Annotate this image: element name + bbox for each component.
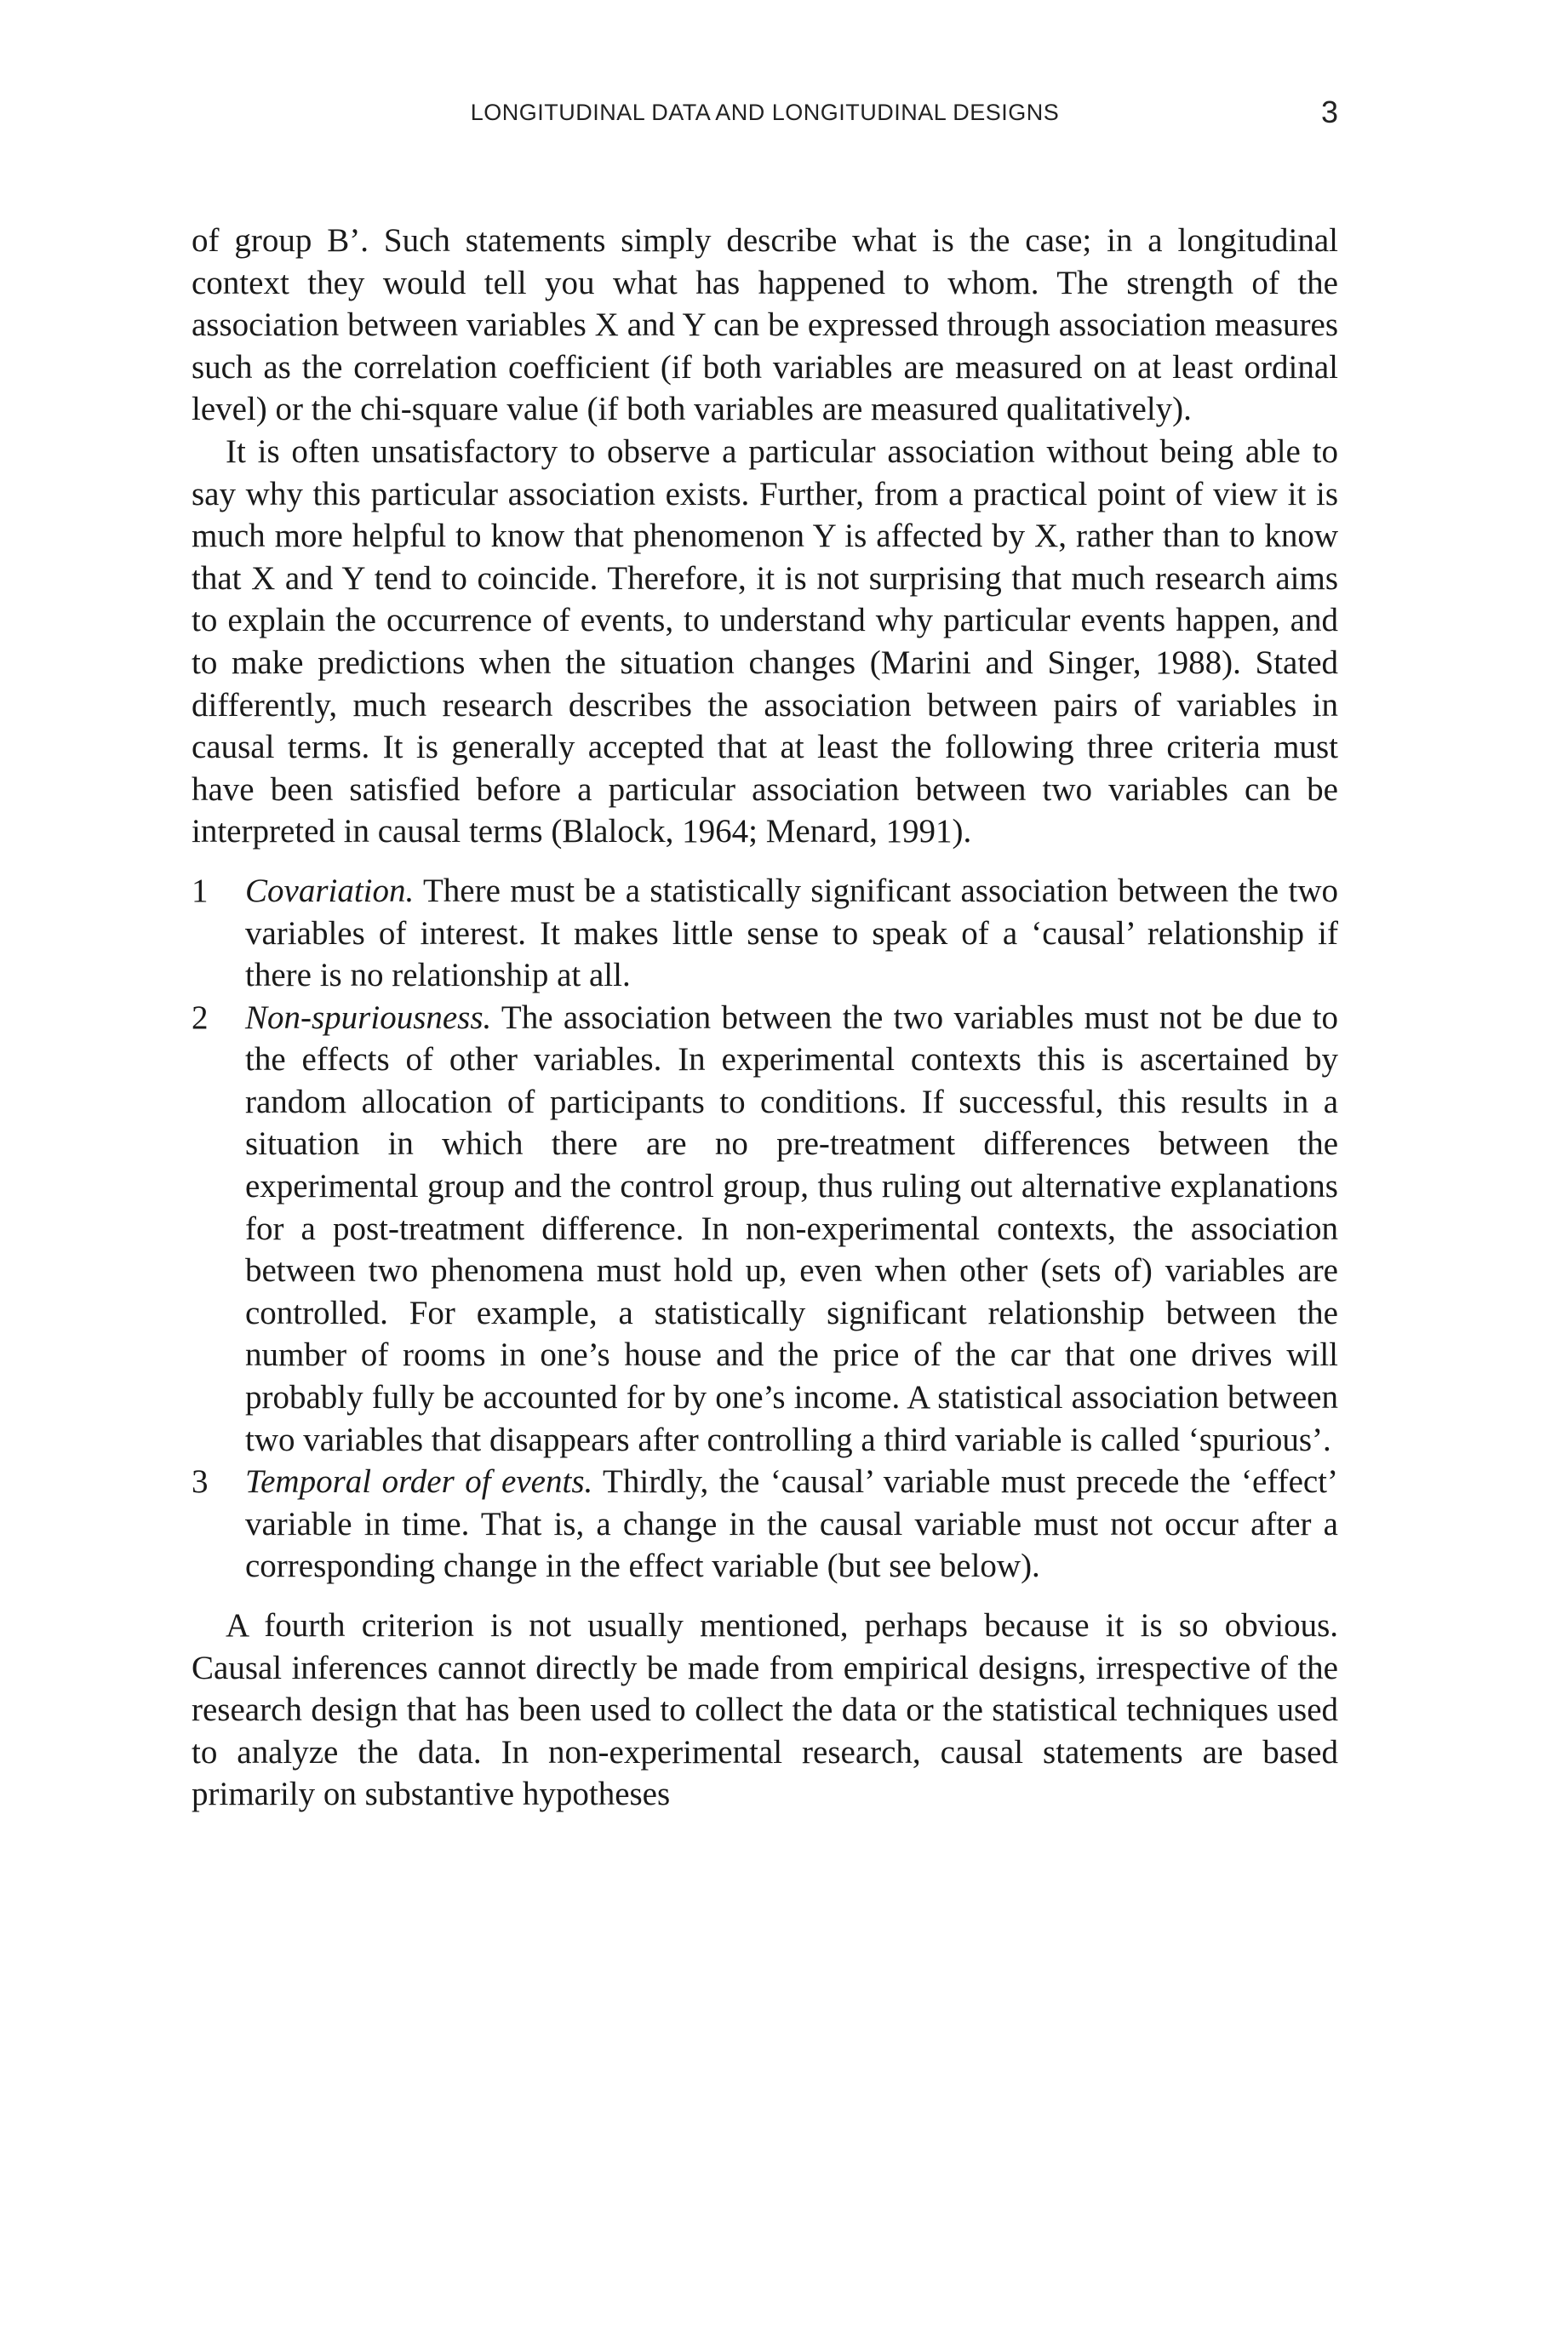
criterion-number: 1: [192, 872, 209, 909]
criterion-text: Thirdly, the ‘causal’ variable must precede the ‘effect’ variable in time. That is, a change in the causal variable must not occur after a corresponding change in the effect variable (but see below).: [245, 1463, 1339, 1585]
running-head: [192, 95, 1338, 138]
criterion-number: 2: [192, 999, 209, 1036]
criteria-list: [192, 870, 1338, 1588]
paragraph-fourth-criterion: A fourth criterion is not usually mentioned, perhaps because it is so obvious. Causal inferences cannot directly be made from empirical designs, irrespective of the research design that has been used to collect the data or the statistical techniques used to analyze the data. In non-experimental research, causal statements are based primarily on substantive hypotheses: [192, 1607, 1338, 1813]
criterion-covariation: [192, 870, 1338, 997]
paragraph-causality: It is often unsatisfactory to observe a particular association without being able to say why this particular association exists. Further, from a practical point of view it is much more helpful to know that phenomenon Y is affected by X, rather than to know that X and Y tend to coincide. Therefore, it is not surprising that much research aims to explain the occurrence of events, to understand why particular events happen, and to make predictions when the situation changes (Marini and Singer, 1988). Stated differently, much research describes the association between pairs of variables in causal terms. It is generally accepted that at least the following three criteria must have been satisfied before a particular association between two variables can be interpreted in causal terms (Blalock, 1964; Menard, 1991).: [192, 432, 1338, 850]
criterion-text: The association between the two variables must not be due to the effects of other variables. In experimental contexts this is ascertained by random allocation of participants to conditions. If successful, this results in a situation in which there are no pre-treatment differences between the experimental group and the control group, thus ruling out alternative explanations for a post-treatment difference. In non-experimental contexts, the association between two phenomena must hold up, even when other (sets of) variables are controlled. For example, a statistically significant relationship between the number of rooms in one’s house and the price of the car that one drives will probably fully be accounted for by one’s income. A statistical association between two variables that disappears after controlling a third variable is called ‘spurious’.: [245, 999, 1338, 1458]
page-number: 3: [1320, 94, 1338, 129]
paragraph-continuation: of group B’. Such statements simply describe what is the case; in a longitudinal context they would tell you what has happened to whom. The strength of the association between variables X and Y can be expressed through association measures such as the correlation coefficient (if both variables are measured on at least ordinal level) or the chi-square value (if both variables are measured qualitatively).: [192, 222, 1338, 428]
criterion-non-spuriousness: [192, 997, 1338, 1462]
criterion-term: Covariation.: [245, 872, 415, 909]
criterion-number: 3: [192, 1463, 209, 1501]
running-title: LONGITUDINAL DATA AND LONGITUDINAL DESIGNS: [470, 100, 1060, 125]
criterion-text: There must be a statistically significant association between the two variables of interest. It makes little sense to speak of a ‘causal’ relationship if there is no relationship at all.: [245, 872, 1338, 994]
criterion-term: Temporal order of events.: [245, 1463, 593, 1501]
body-text: [192, 220, 1338, 1816]
criterion-term: Non-spuriousness.: [245, 999, 492, 1036]
criterion-temporal-order: [192, 1461, 1338, 1588]
